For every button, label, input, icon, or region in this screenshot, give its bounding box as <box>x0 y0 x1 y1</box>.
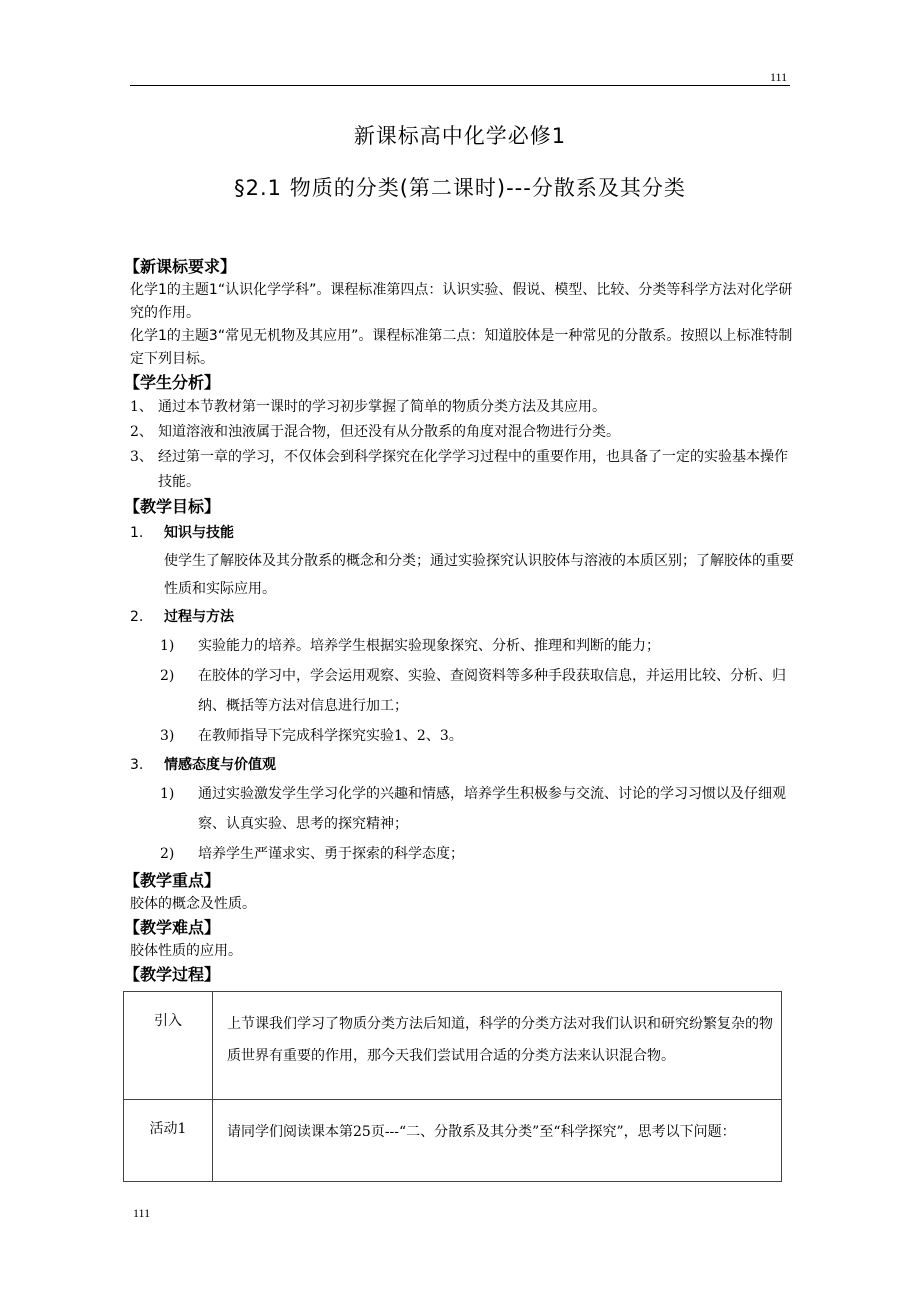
student-analysis-list <box>130 395 795 495</box>
list-item <box>130 721 795 751</box>
page-header-number: 111 <box>770 70 788 84</box>
list-number: 1) <box>160 786 175 802</box>
list-number: 3、 <box>130 449 153 465</box>
difficulty-text: 胶体性质的应用。 <box>130 943 242 959</box>
list-text: 培养学生严谨求实、勇于探索的科学态度； <box>198 846 464 862</box>
document-title: 新课标高中化学必修1 <box>353 124 567 148</box>
row-label: 活动1 <box>124 1100 213 1182</box>
header-rule <box>130 85 790 86</box>
list-item <box>130 661 795 721</box>
group-title: 过程与方法 <box>164 609 234 625</box>
list-item <box>130 445 795 495</box>
document-body <box>124 255 795 987</box>
section-heading-key-point: 【教学重点】 <box>124 871 221 890</box>
objective-group-heading <box>130 603 795 631</box>
group-number: 1. <box>130 525 144 541</box>
list-item <box>130 779 795 839</box>
list-text: 在教师指导下完成科学探究实验1、2、3。 <box>198 728 463 744</box>
page-footer-number: 111 <box>133 1206 151 1220</box>
section-heading-process: 【教学过程】 <box>124 965 221 984</box>
list-text: 实验能力的培养。培养学生根据实验现象探究、分析、推理和判断的能力； <box>198 638 660 654</box>
section-heading-student-analysis: 【学生分析】 <box>124 373 221 392</box>
row-content: 上节课我们学习了物质分类方法后知道，科学的分类方法对我们认识和研究纷繁复杂的物质世界有重要的作用，那今天我们尝试用合适的分类方法来认识混合物。 <box>213 992 782 1100</box>
list-number: 1、 <box>130 399 153 415</box>
row-content: 请同学们阅读课本第25页---“二、分散系及其分类”至“科学探究”，思考以下问题： <box>213 1100 782 1182</box>
row-label: 引入 <box>124 992 213 1100</box>
knowledge-skills-text: 使学生了解胶体及其分散系的概念和分类；通过实验探究认识胶体与溶液的本质区别；了解胶体的重要性质和实际应用。 <box>164 553 794 597</box>
key-point-text: 胶体的概念及性质。 <box>130 896 256 912</box>
list-number: 2、 <box>130 424 153 440</box>
section-heading-objectives: 【教学目标】 <box>124 497 221 516</box>
list-item <box>130 395 795 420</box>
table-row <box>124 992 782 1100</box>
list-text: 知道溶液和浊液属于混合物，但还没有从分散系的角度对混合物进行分类。 <box>158 424 620 440</box>
group-number: 2. <box>130 609 144 625</box>
teaching-process-table <box>123 991 782 1182</box>
section-heading-difficulty: 【教学难点】 <box>124 918 221 937</box>
objective-group-heading <box>130 751 795 779</box>
list-text: 经过第一章的学习，不仅体会到科学探究在化学学习过程中的重要作用，也具备了一定的实验基本操作技能。 <box>158 449 788 490</box>
table-row <box>124 1100 782 1182</box>
list-number: 1) <box>160 638 175 654</box>
list-item <box>130 631 795 661</box>
group-number: 3. <box>130 757 144 773</box>
list-text: 在胶体的学习中，学会运用观察、实验、查阅资料等多种手段获取信息，并运用比较、分析、归纳、概括等方法对信息进行加工； <box>198 668 786 714</box>
standards-line-2: 化学1的主题3“常见无机物及其应用”。课程标准第二点：知道胶体是一种常见的分散系。按照以上标准特制定下列目标。 <box>130 328 793 367</box>
section-heading-standards: 【新课标要求】 <box>124 257 237 276</box>
standards-line-1: 化学1的主题1“认识化学学科”。课程标准第四点：认识实验、假说、模型、比较、分类等科学方法对化学研究的作用。 <box>130 282 793 321</box>
list-number: 3) <box>160 728 175 744</box>
list-text: 通过实验激发学生学习化学的兴趣和情感，培养学生积极参与交流、讨论的学习习惯以及仔细观察、认真实验、思考的探究精神； <box>198 786 786 832</box>
list-text: 通过本节教材第一课时的学习初步掌握了简单的物质分类方法及其应用。 <box>158 399 606 415</box>
list-item <box>130 420 795 445</box>
list-number: 2) <box>160 846 175 862</box>
objective-group-heading <box>130 519 795 547</box>
lesson-title: §2.1 物质的分类(第二课时)---分散系及其分类 <box>234 176 686 200</box>
list-number: 2) <box>160 668 175 684</box>
group-title: 情感态度与价值观 <box>164 757 276 773</box>
group-title: 知识与技能 <box>164 525 234 541</box>
list-item <box>130 839 795 869</box>
